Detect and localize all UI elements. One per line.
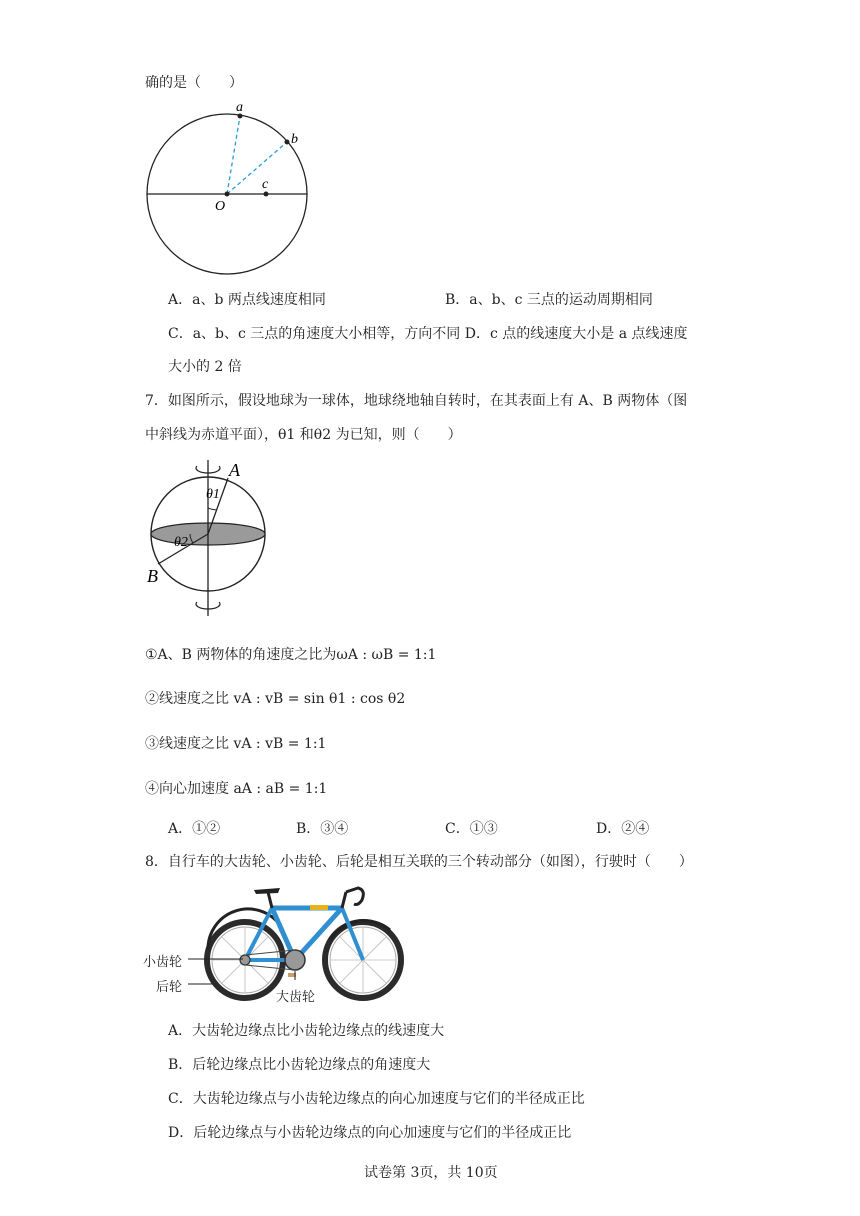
q7-option-d: D．②④	[596, 821, 650, 837]
q7-statement-1: ①A、B 两物体的角速度之比为ωA : ωB = 1:1	[145, 647, 437, 663]
q6-circle-figure	[140, 96, 340, 286]
q8-option-c: C．大齿轮边缘点与小齿轮边缘点的向心加速度与它们的半径成正比	[168, 1091, 585, 1107]
frame-seat-stay	[245, 908, 272, 960]
q6-label-c: c	[262, 177, 269, 192]
q6-radius-a	[227, 116, 240, 194]
q8-option-d: D．后轮边缘点与小齿轮边缘点的向心加速度与它们的半径成正比	[168, 1125, 572, 1141]
q6-option-c-cont: 大小的 2 倍	[168, 359, 242, 375]
q7-label-theta2: θ2	[174, 535, 188, 550]
q7-option-b: B．③④	[296, 821, 349, 837]
q6-point-c	[264, 192, 269, 197]
q7-stem-line1: 7．如图所示，假设地球为一球体，地球绕地轴自转时，在其表面上有 A、B 两物体（图	[145, 393, 688, 409]
q7-label-theta1: θ1	[206, 487, 220, 502]
q6-label-a: a	[236, 100, 243, 115]
q6-point-O	[225, 192, 230, 197]
q6-label-O: O	[215, 199, 226, 214]
q6-option-b: B．a、b、c 三点的运动周期相同	[445, 292, 653, 308]
q8-option-b: B．后轮边缘点比小齿轮边缘点的角速度大	[168, 1057, 431, 1073]
q7-label-B: B	[147, 566, 158, 586]
q7-label-A: A	[229, 460, 240, 480]
q6-stem-tail: 确的是（ ）	[145, 75, 243, 91]
q7-stem-line2: 中斜线为赤道平面），θ1 和θ2 为已知，则（ ）	[145, 427, 462, 443]
q6-radius-b	[227, 142, 287, 194]
q6-option-a: A．a、b 两点线速度相同	[168, 292, 326, 308]
q8-option-a: A．大齿轮边缘点比小齿轮边缘点的线速度大	[168, 1023, 445, 1039]
q6-option-c: C．a、b、c 三点的角速度大小相等，方向不同 D．c 点的线速度大小是 a 点线速度	[168, 326, 688, 342]
small-gear	[240, 955, 250, 965]
label-rear-wheel: 后轮	[156, 980, 183, 995]
q8-stem: 8．自行车的大齿轮、小齿轮、后轮是相互关联的三个转动部分（如图），行驶时（ ）	[145, 854, 693, 870]
q7-statement-3: ③线速度之比 vA : vB = 1:1	[145, 736, 327, 752]
big-gear	[285, 950, 305, 970]
label-big-gear: 大齿轮	[276, 990, 316, 1005]
q7-option-a: A．①②	[168, 821, 221, 837]
q7-statement-2: ②线速度之比 vA : vB = sin θ1 : cos θ2	[145, 691, 406, 707]
q7-angle-arc1	[208, 508, 217, 510]
fork	[342, 908, 363, 960]
q6-label-b: b	[291, 132, 298, 147]
q6-point-b	[285, 140, 290, 145]
q7-option-c: C．①③	[445, 821, 498, 837]
q7-earth-figure	[145, 456, 285, 616]
label-small-gear: 小齿轮	[143, 955, 183, 970]
page-footer: 试卷第 3页，共 10页	[364, 1165, 498, 1181]
q7-statement-4: ④向心加速度 aA : aB = 1:1	[145, 781, 328, 797]
